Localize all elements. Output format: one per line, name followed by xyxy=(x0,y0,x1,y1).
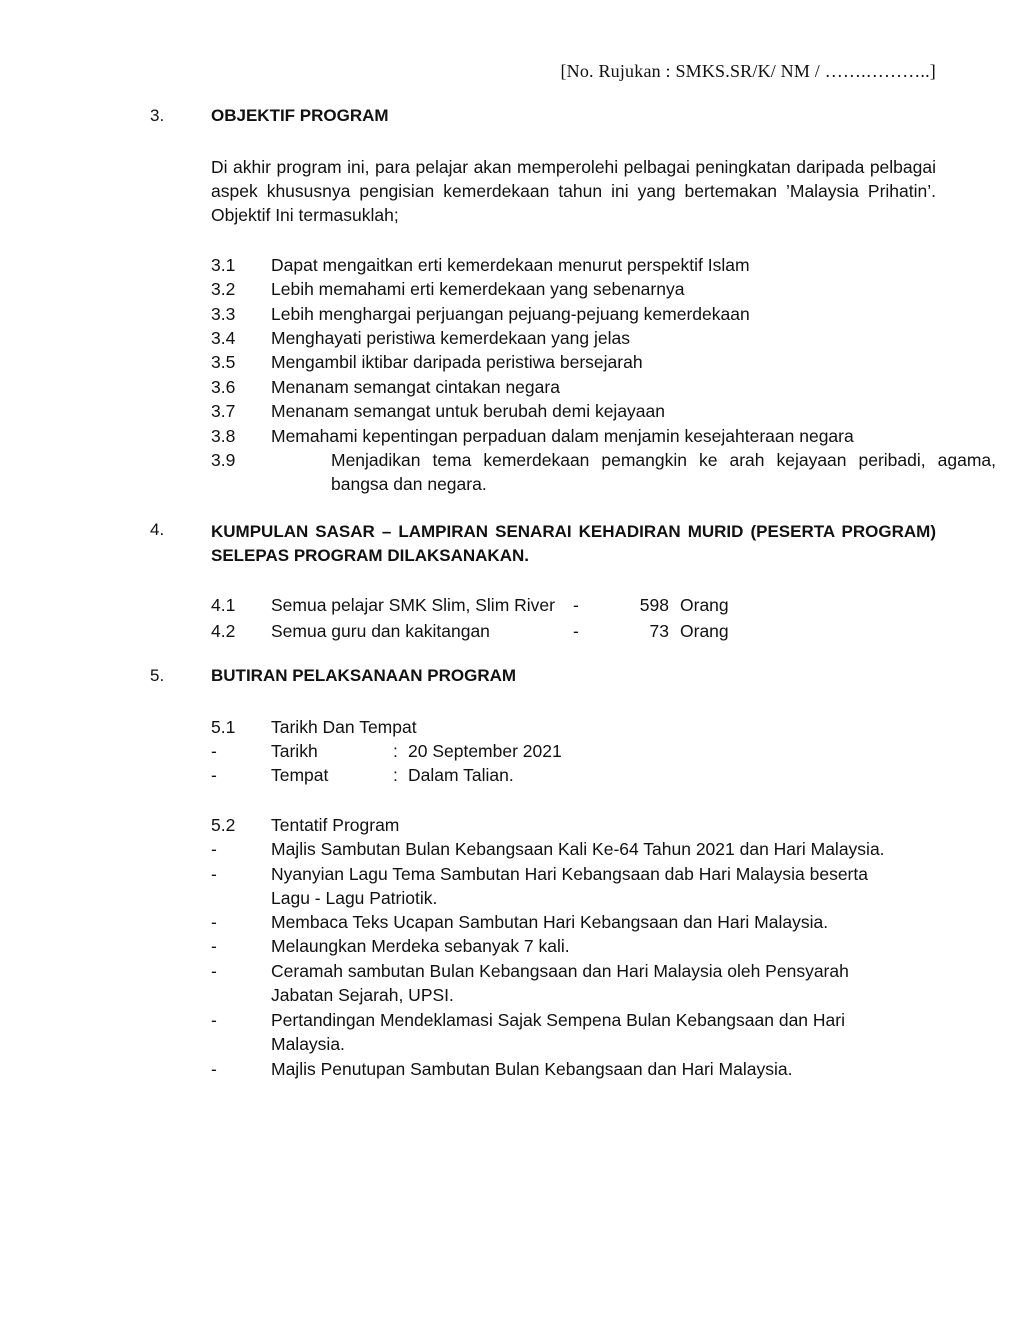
objective-text: Dapat mengaitkan erti kemerdekaan menurut perspektif Islam xyxy=(271,255,750,275)
section-3-intro: Di akhir program ini, para pelajar akan memperolehi pelbagai peningkatan daripada pelbagai aspek khususnya pengisian kemerdekaan tahun ini yang bertemakan ’Malaysia Prihatin’. Objektif Ini termasuklah; xyxy=(211,157,936,225)
section-5-title: BUTIRAN PELAKSANAAN PROGRAM xyxy=(211,666,517,685)
target-unit: Orang xyxy=(680,595,729,615)
objective-number: 3.6 xyxy=(211,377,236,397)
objective-number: 3.1 xyxy=(211,255,236,275)
target-group-item xyxy=(211,593,936,617)
bullet-dash: - xyxy=(211,839,217,859)
target-text: Semua pelajar SMK Slim, Slim River xyxy=(271,595,555,615)
objective-text: Menjadikan tema kemerdekaan pemangkin ke arah kejayaan peribadi, agama, bangsa dan negara. xyxy=(331,450,996,494)
detail-value: Dalam Talian. xyxy=(408,765,514,785)
detail-label: Tempat xyxy=(271,765,329,785)
tentative-text: Pertandingan Mendeklamasi Sajak Sempena Bulan Kebangsaan dan Hari Malaysia. xyxy=(271,1010,845,1054)
objective-text: Lebih menghargai perjuangan pejuang-pejuang kemerdekaan xyxy=(271,304,750,324)
tentative-item xyxy=(211,1008,936,1056)
target-number: 4.2 xyxy=(211,621,236,641)
detail-row-venue xyxy=(211,763,936,787)
tentative-item xyxy=(211,837,936,861)
target-dash: - xyxy=(573,621,579,641)
section-3-title: OBJEKTIF PROGRAM xyxy=(211,106,389,125)
objective-item xyxy=(211,375,936,399)
section-3-number: 3. xyxy=(150,106,165,125)
objective-text: Menghayati peristiwa kemerdekaan yang jelas xyxy=(271,328,630,348)
objective-number: 3.7 xyxy=(211,401,236,421)
tentative-item xyxy=(211,959,936,1007)
bullet-dash: - xyxy=(211,864,217,884)
bullet-dash: - xyxy=(211,936,217,956)
objective-item xyxy=(211,350,936,374)
objective-item xyxy=(211,399,936,423)
bullet-dash: - xyxy=(211,741,217,761)
subsection-title: Tarikh Dan Tempat xyxy=(271,717,417,737)
tentative-text: Ceramah sambutan Bulan Kebangsaan dan Hari Malaysia oleh Pensyarah Jabatan Sejarah, UPSI. xyxy=(271,961,849,1005)
objective-item xyxy=(211,326,936,350)
subsection-title: Tentatif Program xyxy=(271,815,400,835)
objective-item xyxy=(211,448,996,496)
target-number: 4.1 xyxy=(211,595,236,615)
bullet-dash: - xyxy=(211,912,217,932)
objective-text: Memahami kepentingan perpaduan dalam menjamin kesejahteraan negara xyxy=(271,426,854,446)
detail-colon: : xyxy=(393,765,398,785)
tentative-item xyxy=(211,862,936,910)
tentative-text: Majlis Sambutan Bulan Kebangsaan Kali Ke-64 Tahun 2021 dan Hari Malaysia. xyxy=(271,839,885,859)
objective-text: Menanam semangat cintakan negara xyxy=(271,377,560,397)
target-count: 598 xyxy=(639,595,669,615)
target-unit: Orang xyxy=(680,621,729,641)
section-5-number: 5. xyxy=(150,666,165,685)
objective-text: Menanam semangat untuk berubah demi kejayaan xyxy=(271,401,665,421)
detail-value: 20 September 2021 xyxy=(408,741,562,761)
tentative-text: Nyanyian Lagu Tema Sambutan Hari Kebangsaan dab Hari Malaysia beserta Lagu - Lagu Patriotik. xyxy=(271,864,868,908)
bullet-dash: - xyxy=(211,1059,217,1079)
bullet-dash: - xyxy=(211,1010,217,1030)
objective-item xyxy=(211,253,936,277)
objective-number: 3.5 xyxy=(211,352,236,372)
objective-item xyxy=(211,302,936,326)
target-group-item xyxy=(211,619,936,643)
tentative-text: Majlis Penutupan Sambutan Bulan Kebangsaan dan Hari Malaysia. xyxy=(271,1059,793,1079)
tentative-item xyxy=(211,910,936,934)
detail-label: Tarikh xyxy=(271,741,318,761)
objective-item xyxy=(211,424,936,448)
subsection-heading xyxy=(211,813,936,837)
objective-number: 3.4 xyxy=(211,328,236,348)
target-dash: - xyxy=(573,595,579,615)
detail-row-date xyxy=(211,739,936,763)
section-4-number: 4. xyxy=(150,520,165,539)
objective-text: Lebih memahami erti kemerdekaan yang sebenarnya xyxy=(271,279,685,299)
tentative-text: Melaungkan Merdeka sebanyak 7 kali. xyxy=(271,936,570,956)
subsection-heading xyxy=(211,715,936,739)
objective-number: 3.8 xyxy=(211,426,236,446)
objective-number: 3.9 xyxy=(211,450,236,470)
objective-item xyxy=(211,277,936,301)
objective-text: Mengambil iktibar daripada peristiwa bersejarah xyxy=(271,352,643,372)
reference-number: [No. Rujukan : SMKS.SR/K/ NM / …….………..] xyxy=(560,61,936,81)
subsection-number: 5.2 xyxy=(211,815,236,835)
target-text: Semua guru dan kakitangan xyxy=(271,621,490,641)
tentative-item xyxy=(211,934,936,958)
section-4-title: KUMPULAN SASAR – LAMPIRAN SENARAI KEHADIRAN MURID (PESERTA PROGRAM) SELEPAS PROGRAM DILAKSANAKAN. xyxy=(211,522,936,565)
subsection-number: 5.1 xyxy=(211,717,236,737)
objective-number: 3.3 xyxy=(211,304,236,324)
objective-number: 3.2 xyxy=(211,279,236,299)
target-count: 73 xyxy=(649,621,669,641)
bullet-dash: - xyxy=(211,961,217,981)
detail-colon: : xyxy=(393,741,398,761)
tentative-text: Membaca Teks Ucapan Sambutan Hari Kebangsaan dan Hari Malaysia. xyxy=(271,912,829,932)
bullet-dash: - xyxy=(211,765,217,785)
tentative-item xyxy=(211,1057,936,1081)
